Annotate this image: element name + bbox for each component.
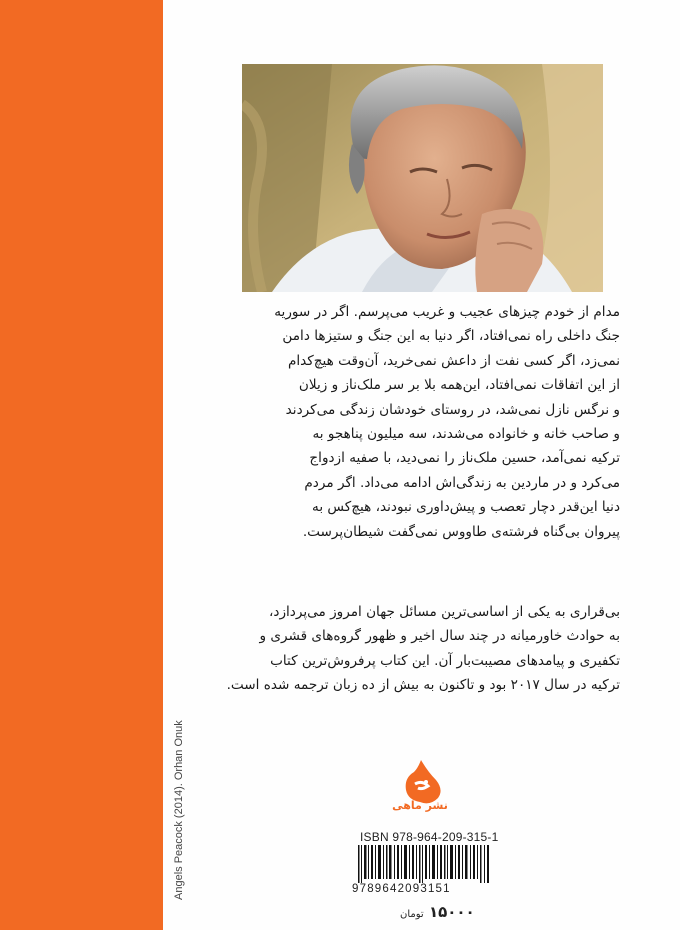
summary-paragraph <box>210 600 620 698</box>
price <box>400 903 475 921</box>
summary-line: ترکیه در سال ۲۰۱۷ بود و تاکنون به بیش از ده زبان ترجمه شده است. <box>226 677 620 694</box>
blurb-line: ترکیه نمی‌آمد، حسین ملک‌ناز را نمی‌دید، با صفیه ازدواج <box>309 450 620 467</box>
author-portrait-icon <box>242 64 603 292</box>
blurb-line: از این اتفاقات نمی‌افتاد، این‌همه بلا بر سر ملک‌ناز و زیلان <box>298 377 620 394</box>
blurb-line: و نرگس نازل نمی‌شد، در روستای خودشان زندگی می‌کردند <box>285 401 620 418</box>
orange-spine <box>0 0 163 930</box>
blurb-paragraph <box>225 300 620 544</box>
blurb-line: جنگ داخلی راه نمی‌افتاد، اگر دنیا به این جنگ و ستیزها دامن <box>282 328 620 345</box>
blurb-line: مدام از خودم چیزهای عجیب و غریب می‌پرسم. اگر در سوریه <box>274 304 620 320</box>
blurb-line: دنیا این‌قدر دچار تعصب و پیش‌داوری نبودند، هیچ‌کس به <box>312 499 620 516</box>
price-amount: ۱۵۰۰۰ <box>428 903 475 921</box>
price-unit: تومان <box>400 909 424 920</box>
blurb-line: پیروان بی‌گناه فرشته‌ی طاووس نمی‌گفت شیطان‌پرست. <box>302 523 620 540</box>
summary-line: تکفیری و پیامدهای مصیبت‌بار آن. این کتاب پرفروش‌ترین کتاب <box>270 652 620 669</box>
summary-line: بی‌قراری به یکی از اساسی‌ترین مسائل جهان امروز می‌پردازد، <box>269 604 620 620</box>
summary-line: به حوادث خاورمیانه در چند سال اخیر و ظهور گروه‌های قشری و <box>259 628 620 645</box>
publisher-name: نشر ماهی <box>392 799 448 812</box>
isbn-label: ISBN 978-964-209-315-1 <box>360 830 499 844</box>
barcode-icon <box>356 845 491 883</box>
fish-logo-icon <box>398 758 444 832</box>
author-photo <box>242 64 603 292</box>
barcode-digits: 9789642093151 <box>352 883 451 895</box>
photo-credit: Angels Peacock (2014). Orhan Onuk <box>173 720 185 900</box>
blurb-line: می‌کرد و در ماردین به زندگی‌اش ادامه می‌داد. اگر مردم <box>304 474 620 491</box>
blurb-line: و صاحب خانه و خانواده می‌شدند، سه میلیون پناهجو به <box>312 426 620 443</box>
blurb-line: نمی‌زد، اگر کسی نفت از داعش نمی‌خرید، آن‌وقت هیچ‌کدام <box>287 352 620 369</box>
